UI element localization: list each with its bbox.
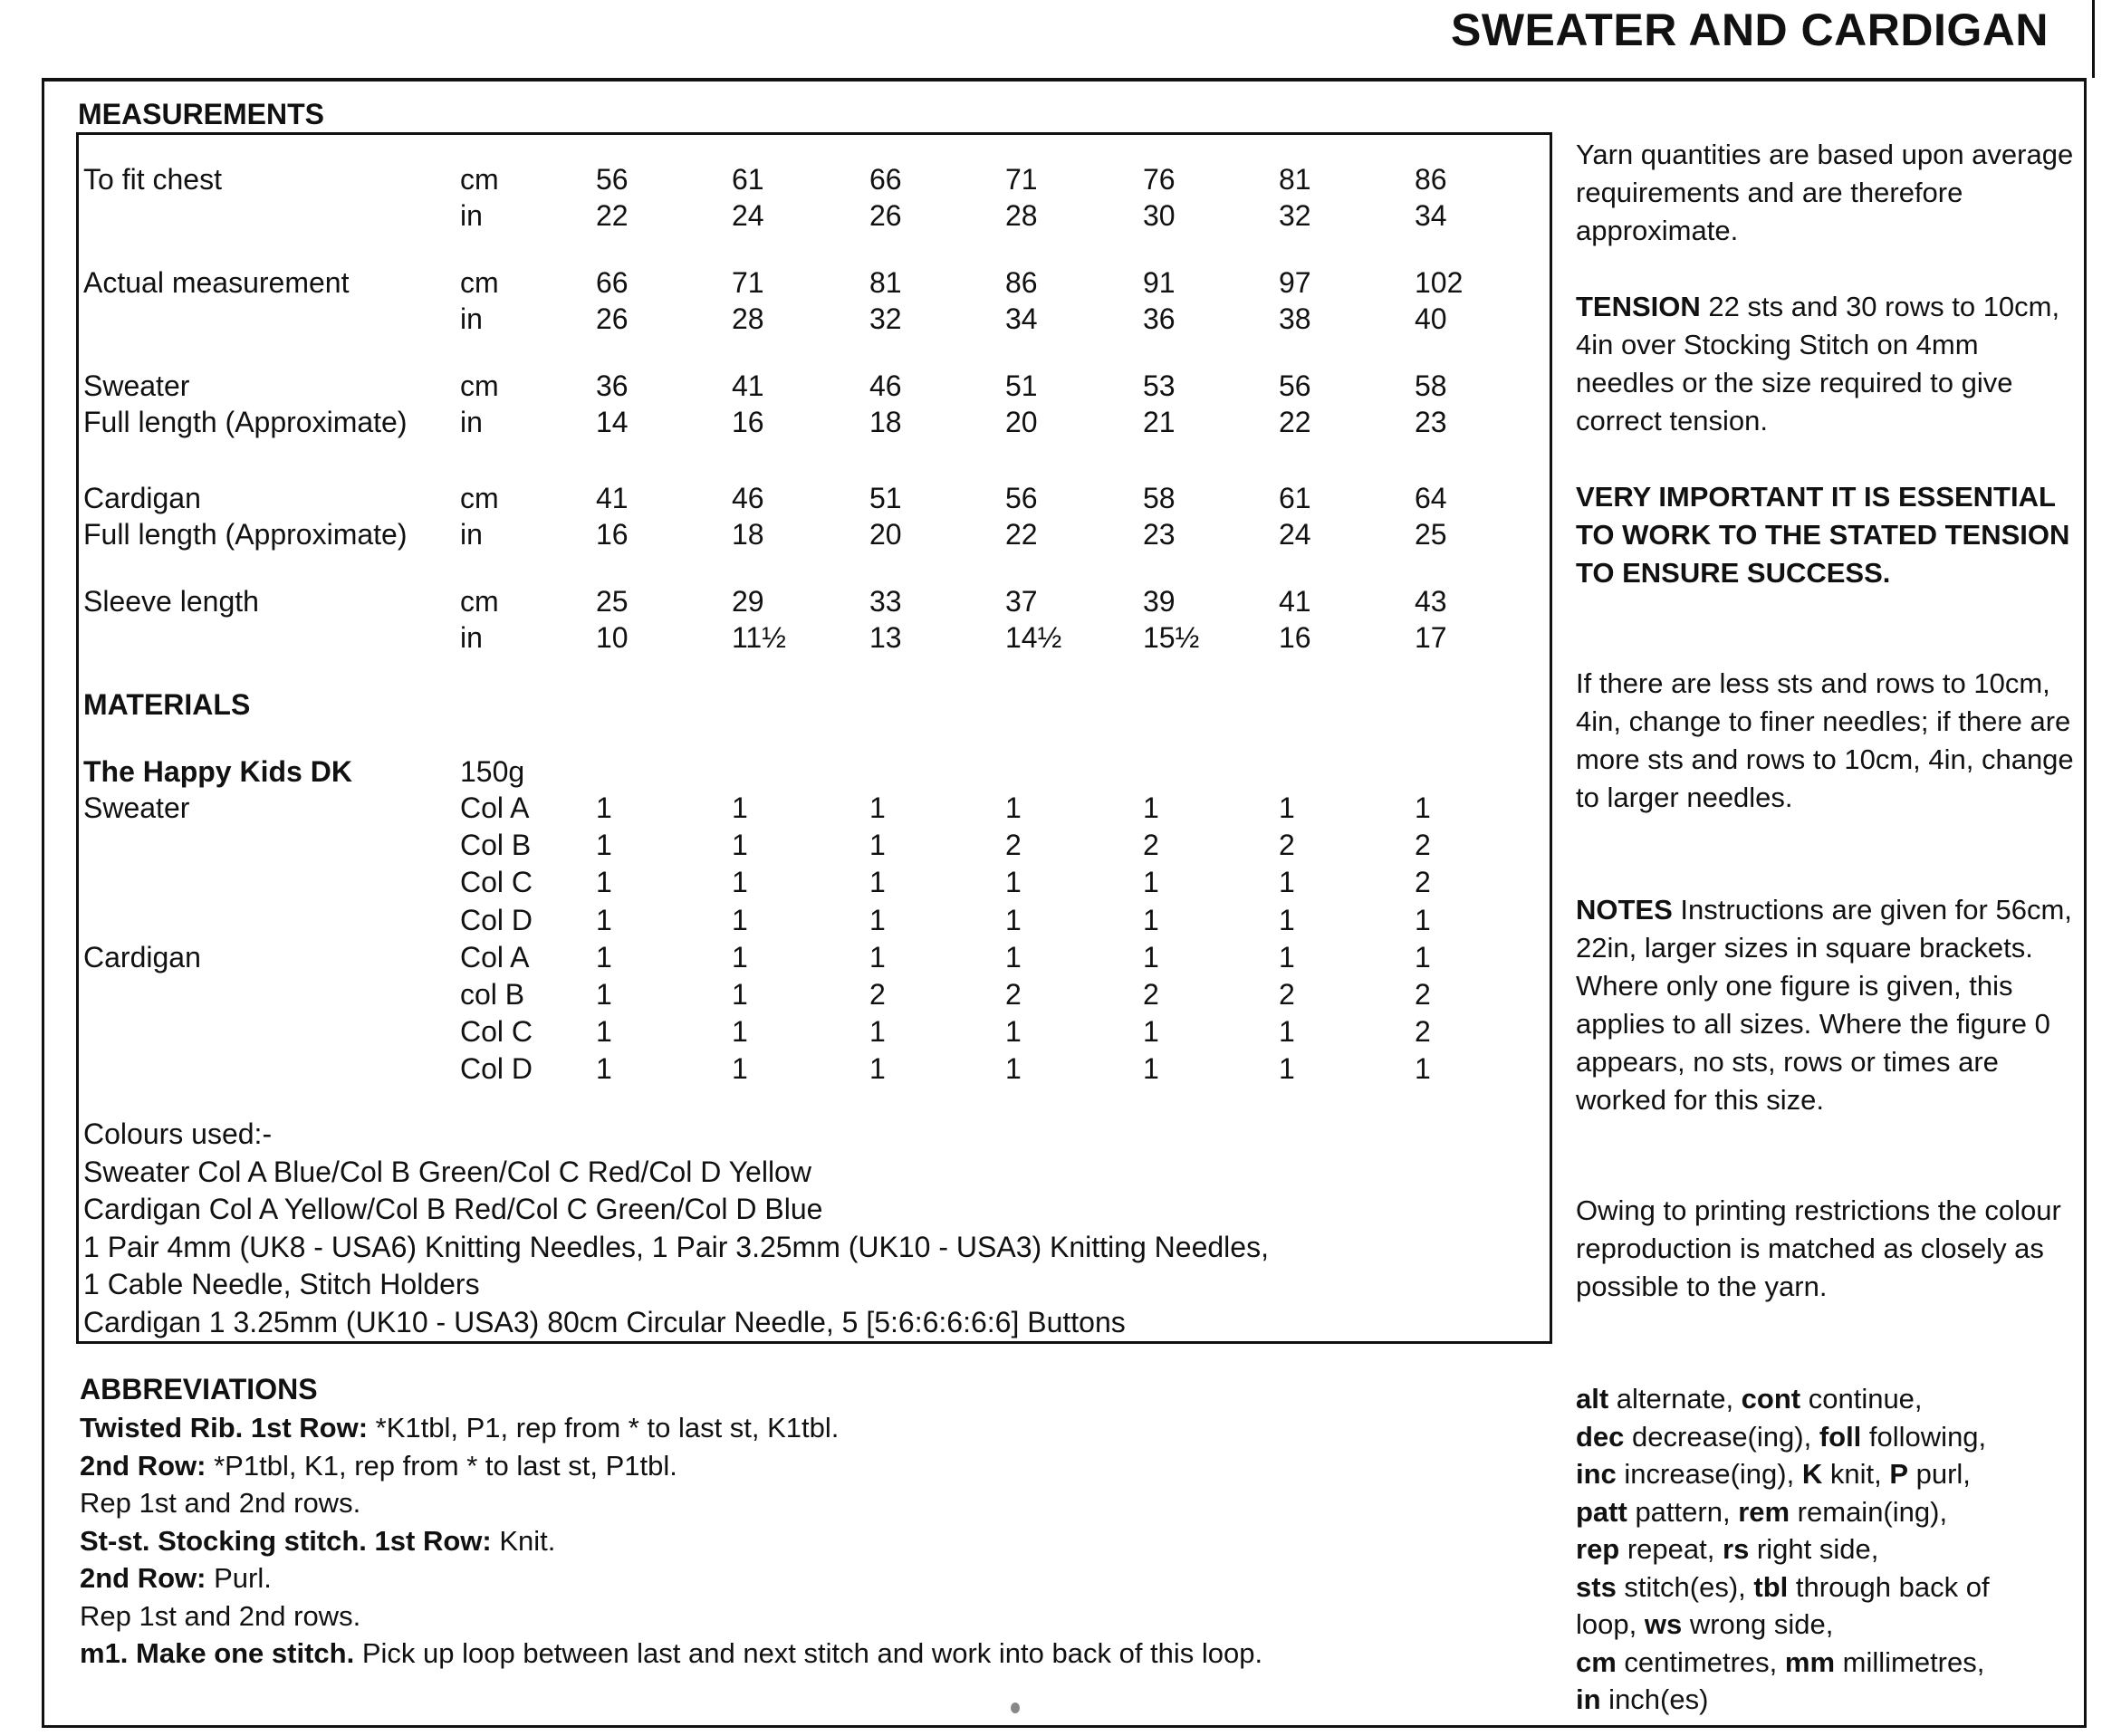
materials-heading: MATERIALS: [83, 688, 251, 721]
materials-balls: 1: [869, 829, 886, 861]
measurement-value: 20: [869, 518, 902, 551]
measurement-value: 15½: [1143, 621, 1200, 654]
measurement-value: 16: [732, 406, 764, 438]
materials-balls: 1: [1415, 1052, 1431, 1085]
materials-colour: Col C: [460, 866, 533, 898]
measurement-unit: in: [460, 518, 483, 551]
text-span: in: [1576, 1683, 1601, 1715]
materials-label: Cardigan: [83, 941, 201, 974]
measurement-value: 81: [869, 266, 902, 299]
materials-balls: 1: [1279, 1015, 1295, 1048]
measurement-value: 58: [1415, 369, 1447, 402]
text-span: remain(ing),: [1790, 1495, 1948, 1528]
text-span: Pick up loop between last and next stitch and work into back of this loop.: [354, 1637, 1263, 1669]
measurement-value: 64: [1415, 482, 1447, 514]
notes-note: [1576, 891, 2083, 1119]
yarn-name: The Happy Kids DK: [83, 755, 352, 788]
measurement-value: 39: [1143, 585, 1176, 618]
notes-text: Instructions are given for 56cm, 22in, larger sizes in square brackets. Where only one figure is given, this applies to all sizes. Where the figure 0 appears, no sts, rows or times are worked for this size.: [1576, 894, 2072, 1116]
measurement-value: 23: [1415, 406, 1447, 438]
measurement-value: 24: [1279, 518, 1311, 551]
materials-balls: 1: [1143, 904, 1159, 936]
measurement-value: 86: [1415, 163, 1447, 196]
text-span: *P1tbl, K1, rep from * to last st, P1tbl.: [206, 1449, 677, 1482]
measurement-unit: in: [460, 302, 483, 335]
measurement-value: 76: [1143, 163, 1176, 196]
text-span: purl,: [1908, 1458, 1971, 1490]
text-span: tbl: [1753, 1570, 1789, 1603]
text-span: St-st. Stocking stitch. 1st Row:: [80, 1524, 492, 1557]
text-span: millimetres,: [1835, 1645, 1985, 1678]
glossary-line: [1576, 1530, 1990, 1568]
measurement-label: Full length (Approximate): [83, 406, 408, 438]
text-span: P: [1889, 1458, 1908, 1490]
text-span: mm: [1784, 1645, 1836, 1678]
measurement-value: 46: [869, 369, 902, 402]
text-span: inch(es): [1600, 1683, 1709, 1715]
adjust-note: If there are less sts and rows to 10cm, 4in, change to finer needles; if there are more sts and rows to 10cm, 4in, change to larger needles.: [1576, 667, 2074, 813]
text-span: patt: [1576, 1495, 1627, 1528]
measurement-value: 14: [596, 406, 629, 438]
materials-colour: Col C: [460, 1015, 533, 1048]
materials-balls: 1: [1415, 791, 1431, 824]
measurement-value: 81: [1279, 163, 1311, 196]
glossary-line: [1576, 1681, 1990, 1719]
materials-balls: 1: [596, 941, 612, 974]
glossary-line: [1576, 1493, 1990, 1531]
measurements-heading: MEASUREMENTS: [78, 98, 325, 130]
materials-colour: Col D: [460, 904, 533, 936]
text-span: inc: [1576, 1458, 1617, 1490]
measurement-value: 56: [1279, 369, 1311, 402]
materials-balls: 2: [1005, 829, 1022, 861]
text-span: stitch(es),: [1616, 1570, 1754, 1603]
materials-label: Sweater: [83, 791, 190, 824]
materials-colour: Col A: [460, 791, 530, 824]
abbreviations-list: [80, 1409, 1262, 1673]
measurement-value: 13: [869, 621, 902, 654]
materials-line: 1 Pair 4mm (UK8 - USA6) Knitting Needles, 1 Pair 3.25mm (UK10 - USA3) Knitting Needles,: [83, 1230, 1269, 1263]
materials-balls: 2: [1415, 866, 1431, 898]
yarn-weight: 150g: [460, 755, 525, 788]
text-span: sts: [1576, 1570, 1617, 1603]
text-span: rs: [1723, 1533, 1750, 1565]
abbreviation-line: [80, 1409, 1262, 1447]
text-span: ws: [1644, 1608, 1683, 1640]
tension-note: [1576, 288, 2083, 440]
measurement-label: Cardigan: [83, 482, 201, 514]
materials-balls: 1: [732, 1052, 748, 1085]
text-span: following,: [1861, 1420, 1987, 1453]
materials-balls: 1: [596, 1052, 612, 1085]
measurement-value: 32: [869, 302, 902, 335]
measurement-value: 22: [1279, 406, 1311, 438]
measurement-unit: in: [460, 621, 483, 654]
measurement-value: 10: [596, 621, 629, 654]
measurement-value: 28: [1005, 199, 1038, 232]
page-title: SWEATER AND CARDIGAN: [1451, 5, 2049, 55]
text-span: rem: [1738, 1495, 1790, 1528]
text-span: foll: [1819, 1420, 1862, 1453]
materials-balls: 1: [596, 904, 612, 936]
glossary-line: [1576, 1644, 1990, 1682]
materials-line: 1 Cable Needle, Stitch Holders: [83, 1268, 480, 1300]
notes-label: NOTES: [1576, 894, 1673, 926]
materials-line: Cardigan 1 3.25mm (UK10 - USA3) 80cm Circular Needle, 5 [5:6:6:6:6:6] Buttons: [83, 1305, 1126, 1338]
text-span: decrease(ing),: [1624, 1420, 1819, 1453]
measurement-value: 21: [1143, 406, 1176, 438]
measurement-label: Actual measurement: [83, 266, 350, 299]
materials-balls: 1: [1005, 866, 1022, 898]
materials-balls: 1: [1143, 866, 1159, 898]
abbreviation-line: [80, 1559, 1262, 1597]
measurement-value: 36: [1143, 302, 1176, 335]
measurement-value: 41: [732, 369, 764, 402]
measurement-value: 56: [596, 163, 629, 196]
text-span: Knit.: [491, 1524, 556, 1557]
text-span: right side,: [1749, 1533, 1879, 1565]
frame-edge: [2092, 0, 2095, 78]
materials-balls: 2: [1005, 978, 1022, 1011]
text-span: repeat,: [1619, 1533, 1723, 1565]
measurement-value: 51: [1005, 369, 1038, 402]
measurement-value: 61: [732, 163, 764, 196]
materials-colour: Col B: [460, 829, 532, 861]
abbreviation-line: [80, 1522, 1262, 1560]
materials-balls: 1: [1143, 1015, 1159, 1048]
measurement-value: 71: [732, 266, 764, 299]
materials-colour: Col D: [460, 1052, 533, 1085]
measurement-value: 51: [869, 482, 902, 514]
measurement-label: Sleeve length: [83, 585, 259, 618]
materials-balls: 1: [1005, 791, 1022, 824]
measurement-value: 25: [1415, 518, 1447, 551]
measurement-value: 26: [596, 302, 629, 335]
measurement-value: 22: [596, 199, 629, 232]
measurement-value: 14½: [1005, 621, 1062, 654]
measurement-unit: cm: [460, 163, 499, 196]
measurement-value: 16: [1279, 621, 1311, 654]
measurement-label: To fit chest: [83, 163, 222, 196]
materials-balls: 1: [1279, 941, 1295, 974]
materials-balls: 1: [732, 829, 748, 861]
printing-note: Owing to printing restrictions the colour reproduction is matched as closely as possible to the yarn.: [1576, 1194, 2061, 1302]
measurement-value: 58: [1143, 482, 1176, 514]
text-span: wrong side,: [1682, 1608, 1834, 1640]
measurement-value: 17: [1415, 621, 1447, 654]
measurement-value: 18: [869, 406, 902, 438]
glossary-line: [1576, 1418, 1990, 1456]
measurement-unit: cm: [460, 482, 499, 514]
measurement-value: 34: [1415, 199, 1447, 232]
measurement-value: 29: [732, 585, 764, 618]
measurement-value: 33: [869, 585, 902, 618]
materials-balls: 2: [1143, 829, 1159, 861]
abbreviation-line: [80, 1597, 1262, 1635]
text-span: Twisted Rib. 1st Row:: [80, 1412, 369, 1443]
materials-balls: 1: [869, 904, 886, 936]
text-span: Rep 1st and 2nd rows.: [80, 1599, 361, 1632]
materials-line: Cardigan Col A Yellow/Col B Red/Col C Green/Col D Blue: [83, 1193, 823, 1225]
text-span: pattern,: [1627, 1495, 1739, 1528]
measurement-value: 41: [1279, 585, 1311, 618]
materials-balls: 1: [1005, 904, 1022, 936]
measurement-value: 53: [1143, 369, 1176, 402]
glossary-line: [1576, 1568, 1990, 1607]
measurement-value: 30: [1143, 199, 1176, 232]
materials-balls: 1: [596, 866, 612, 898]
measurement-value: 28: [732, 302, 764, 335]
measurement-value: 38: [1279, 302, 1311, 335]
tension-label: TENSION: [1576, 291, 1701, 322]
measurement-value: 102: [1415, 266, 1464, 299]
measurement-value: 11½: [732, 621, 786, 654]
text-span: m1. Make one stitch.: [80, 1637, 355, 1669]
abbreviation-line: [80, 1484, 1262, 1522]
text-span: alternate,: [1608, 1383, 1742, 1415]
materials-balls: 1: [1415, 941, 1431, 974]
materials-balls: 1: [596, 978, 612, 1011]
text-span: Purl.: [206, 1562, 272, 1594]
materials-balls: 1: [1279, 1052, 1295, 1085]
measurement-value: 25: [596, 585, 629, 618]
text-span: cont: [1741, 1383, 1801, 1415]
measurement-value: 61: [1279, 482, 1311, 514]
materials-balls: 1: [1143, 1052, 1159, 1085]
materials-balls: 1: [1279, 904, 1295, 936]
measurement-value: 20: [1005, 406, 1038, 438]
materials-balls: 1: [732, 978, 748, 1011]
text-span: centimetres,: [1616, 1645, 1785, 1678]
measurement-value: 16: [596, 518, 629, 551]
measurement-value: 43: [1415, 585, 1447, 618]
measurement-unit: cm: [460, 585, 499, 618]
materials-balls: 2: [1415, 978, 1431, 1011]
text-span: 2nd Row:: [80, 1562, 206, 1594]
measurement-value: 97: [1279, 266, 1311, 299]
glossary-line: [1576, 1455, 1990, 1493]
materials-balls: 1: [869, 866, 886, 898]
measurement-value: 37: [1005, 585, 1038, 618]
text-span: K: [1801, 1458, 1823, 1490]
materials-balls: 1: [596, 1015, 612, 1048]
text-span: rep: [1576, 1533, 1620, 1565]
text-span: *K1tbl, P1, rep from * to last st, K1tbl.: [368, 1412, 840, 1443]
materials-balls: 1: [1415, 904, 1431, 936]
text-span: cm: [1576, 1645, 1617, 1678]
glossary-line: [1576, 1606, 1990, 1644]
materials-balls: 1: [1279, 866, 1295, 898]
abbreviation-line: [80, 1447, 1262, 1485]
scan-mark: [1011, 1702, 1020, 1713]
materials-balls: 1: [596, 829, 612, 861]
measurement-value: 40: [1415, 302, 1447, 335]
measurement-value: 34: [1005, 302, 1038, 335]
materials-balls: 1: [1143, 941, 1159, 974]
measurement-value: 24: [732, 199, 764, 232]
measurement-unit: in: [460, 199, 483, 232]
text-span: loop,: [1576, 1608, 1645, 1640]
text-span: increase(ing),: [1616, 1458, 1802, 1490]
measurement-value: 26: [869, 199, 902, 232]
measurement-value: 91: [1143, 266, 1176, 299]
text-span: alt: [1576, 1383, 1609, 1415]
tension-text: 22 sts and 30 rows to 10cm, 4in over Stocking Stitch on 4mm needles or the size required to give correct tension.: [1576, 291, 2060, 436]
important-note: VERY IMPORTANT IT IS ESSENTIAL TO WORK TO THE STATED TENSION TO ENSURE SUCCESS.: [1576, 481, 2070, 589]
materials-balls: 1: [869, 791, 886, 824]
yarn-note: Yarn quantities are based upon average requirements and are therefore approximate.: [1576, 139, 2074, 246]
measurement-label: Full length (Approximate): [83, 518, 408, 551]
text-span: Rep 1st and 2nd rows.: [80, 1487, 361, 1519]
measurement-value: 32: [1279, 199, 1311, 232]
materials-colour: Col A: [460, 941, 530, 974]
abbreviations-heading: ABBREVIATIONS: [80, 1373, 318, 1405]
measurement-value: 71: [1005, 163, 1038, 196]
text-span: continue,: [1800, 1383, 1923, 1415]
abbreviation-line: [80, 1635, 1262, 1673]
materials-balls: 1: [732, 1015, 748, 1048]
measurement-value: 23: [1143, 518, 1176, 551]
materials-balls: 2: [1279, 978, 1295, 1011]
measurement-unit: cm: [460, 369, 499, 402]
measurement-unit: cm: [460, 266, 499, 299]
materials-balls: 1: [1005, 1052, 1022, 1085]
glossary-line: [1576, 1380, 1990, 1418]
measurement-value: 36: [596, 369, 629, 402]
materials-balls: 2: [1415, 829, 1431, 861]
glossary-list: [1576, 1380, 1990, 1719]
materials-balls: 2: [869, 978, 886, 1011]
materials-line: Colours used:-: [83, 1117, 273, 1150]
measurement-value: 41: [596, 482, 629, 514]
measurement-value: 18: [732, 518, 764, 551]
materials-balls: 2: [1279, 829, 1295, 861]
measurement-unit: in: [460, 406, 483, 438]
materials-balls: 2: [1415, 1015, 1431, 1048]
measurement-value: 22: [1005, 518, 1038, 551]
materials-balls: 2: [1143, 978, 1159, 1011]
measurement-value: 86: [1005, 266, 1038, 299]
measurement-value: 46: [732, 482, 764, 514]
text-span: knit,: [1822, 1458, 1890, 1490]
measurement-value: 66: [596, 266, 629, 299]
materials-line: Sweater Col A Blue/Col B Green/Col C Red/Col D Yellow: [83, 1155, 811, 1188]
materials-balls: 1: [732, 904, 748, 936]
materials-balls: 1: [732, 866, 748, 898]
text-span: through back of: [1788, 1570, 1990, 1603]
materials-balls: 1: [869, 1015, 886, 1048]
materials-balls: 1: [732, 941, 748, 974]
text-span: dec: [1576, 1420, 1625, 1453]
materials-balls: 1: [869, 941, 886, 974]
materials-colour: col B: [460, 978, 525, 1011]
materials-balls: 1: [1279, 791, 1295, 824]
materials-balls: 1: [732, 791, 748, 824]
materials-balls: 1: [1005, 941, 1022, 974]
materials-balls: 1: [596, 791, 612, 824]
measurement-value: 56: [1005, 482, 1038, 514]
materials-balls: 1: [869, 1052, 886, 1085]
measurement-label: Sweater: [83, 369, 190, 402]
materials-balls: 1: [1143, 791, 1159, 824]
text-span: 2nd Row:: [80, 1449, 206, 1482]
materials-balls: 1: [1005, 1015, 1022, 1048]
measurement-value: 66: [869, 163, 902, 196]
